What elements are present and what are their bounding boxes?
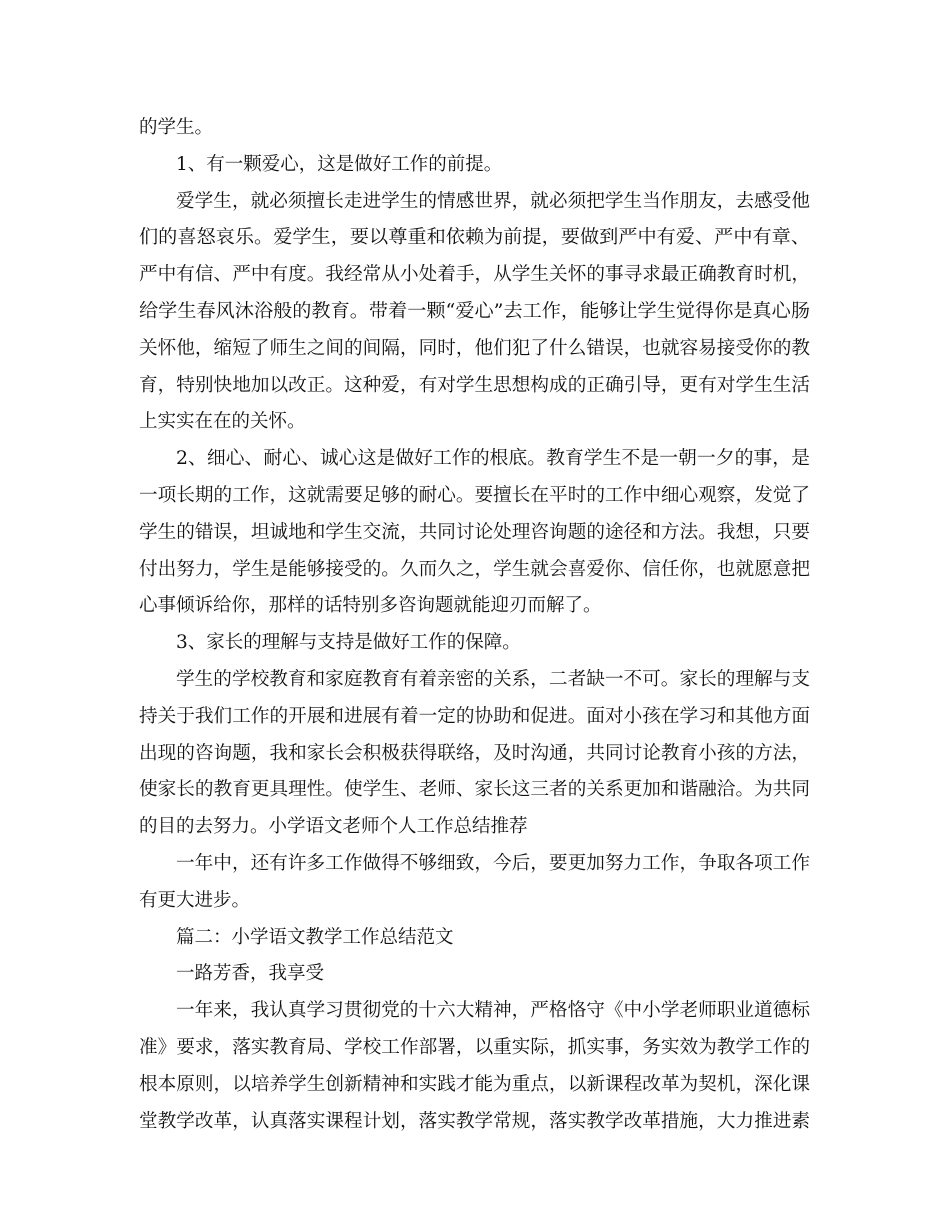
paragraph-line bbox=[0, 956, 950, 992]
paragraph-line-text: 学生的错误，坦诚地和学生交流，共同讨论处理咨询题的途径和方法。我想，只要 bbox=[139, 521, 811, 543]
paragraph-line-text: 使家长的教育更具理性。使学生、老师、家长这三者的关系更加和谐融洽。为共同 bbox=[139, 779, 811, 801]
paragraph-line-text: 堂教学改革，认真落实课程计划，落实教学常规，落实教学改革措施，大力推进素 bbox=[139, 1110, 811, 1132]
paragraph-line-text: 准》要求，落实教育局、学校工作部署，以重实际，抓实事，务实效为教学工作的 bbox=[139, 1037, 811, 1058]
paragraph-line bbox=[0, 1030, 950, 1066]
paragraph-line-text: 们的喜怒哀乐。爱学生，要以尊重和依赖为前提，要做到严中有爱、严中有章、 bbox=[139, 227, 811, 249]
paragraph-line-text: 上实实在在的关怀。 bbox=[139, 411, 306, 433]
paragraph-line-text: 的学生。 bbox=[139, 117, 214, 138]
paragraph-line bbox=[0, 110, 950, 146]
paragraph-line bbox=[0, 220, 950, 256]
paragraph-line-text: 3、家长的理解与支持是做好工作的保障。 bbox=[176, 632, 521, 654]
paragraph-line-text: 出现的咨询题，我和家长会积极获得联络，及时沟通，共同讨论教育小孩的方法， bbox=[139, 742, 811, 764]
paragraph-line bbox=[0, 920, 950, 956]
paragraph-line bbox=[0, 147, 950, 183]
paragraph-line-text: 关怀他，缩短了师生之间的间隔，同时，他们犯了什么错误，也就容易接受你的教 bbox=[139, 337, 811, 359]
paragraph-line bbox=[0, 552, 950, 588]
paragraph-line bbox=[0, 1067, 950, 1103]
paragraph-line-text: 心事倾诉给你，那样的话特别多咨询题就能迎刃而解了。 bbox=[139, 595, 602, 617]
paragraph-line-text: 一年来，我认真学习贯彻党的十六大精神，严格恪守《中小学老师职业道德标 bbox=[176, 1000, 810, 1022]
paragraph-line-text: 爱学生，就必须擅长走进学生的情感世界，就必须把学生当作朋友，去感受他 bbox=[176, 190, 810, 212]
paragraph-line bbox=[0, 441, 950, 477]
paragraph-line-text: 的目的去努力。小学语文老师个人工作总结推荐 bbox=[139, 816, 528, 838]
paragraph-line bbox=[0, 883, 950, 919]
paragraph-line bbox=[0, 478, 950, 514]
paragraph-line-text: 篇二：小学语文教学工作总结范文 bbox=[176, 926, 454, 948]
paragraph-line bbox=[0, 699, 950, 735]
paragraph-line-text: 一路芳香，我享受 bbox=[176, 963, 325, 985]
paragraph-line bbox=[0, 368, 950, 404]
paragraph-line-text: 有更大进步。 bbox=[139, 889, 251, 911]
paragraph-line-text: 一项长期的工作，这就需要足够的耐心。要擅长在平时的工作中细心观察，发觉了 bbox=[139, 485, 811, 506]
paragraph-line-text: 学生的学校教育和家庭教育有着亲密的关系，二者缺一不可。家长的理解与支 bbox=[176, 669, 810, 690]
paragraph-line-text: 一年中，还有许多工作做得不够细致，今后，要更加努力工作，争取各项工作 bbox=[176, 853, 810, 874]
paragraph-line bbox=[0, 846, 950, 882]
paragraph-line bbox=[0, 184, 950, 220]
paragraph-line bbox=[0, 515, 950, 551]
paragraph-line-text: 持关于我们工作的开展和进展有着一定的协助和促进。面对小孩在学习和其他方面 bbox=[139, 705, 811, 727]
paragraph-line-text: 育，特别快地加以改正。这种爱，有对学生思想构成的正确引导，更有对学生生活 bbox=[139, 374, 811, 396]
paragraph-line bbox=[0, 809, 950, 845]
paragraph-line-text: 严中有信、严中有度。我经常从小处着手，从学生关怀的事寻求最正确教育时机， bbox=[139, 264, 811, 286]
paragraph-line-text: 给学生春风沐浴般的教育。带着一颗“爱心”去工作，能够让学生觉得你是真心肠 bbox=[139, 301, 810, 322]
paragraph-line bbox=[0, 772, 950, 808]
paragraph-line bbox=[0, 662, 950, 698]
paragraph-line bbox=[0, 736, 950, 772]
paragraph-line bbox=[0, 588, 950, 624]
paragraph-line bbox=[0, 331, 950, 367]
paragraph-line-text: 1、有一颗爱心，这是做好工作的前提。 bbox=[176, 153, 503, 175]
paragraph-line-text: 根本原则，以培养学生创新精神和实践才能为重点，以新课程改革为契机，深化课 bbox=[139, 1073, 811, 1095]
paragraph-line bbox=[0, 993, 950, 1029]
paragraph-line-text: 2、细心、耐心、诚心这是做好工作的根底。教育学生不是一朝一夕的事，是 bbox=[176, 448, 810, 470]
paragraph-line bbox=[0, 625, 950, 661]
paragraph-line bbox=[0, 257, 950, 293]
paragraph-line bbox=[0, 294, 950, 330]
paragraph-line bbox=[0, 404, 950, 440]
paragraph-line-text: 付出努力，学生是能够接受的。久而久之，学生就会喜爱你、信任你，也就愿意把 bbox=[139, 558, 811, 580]
paragraph-line bbox=[0, 1104, 950, 1140]
